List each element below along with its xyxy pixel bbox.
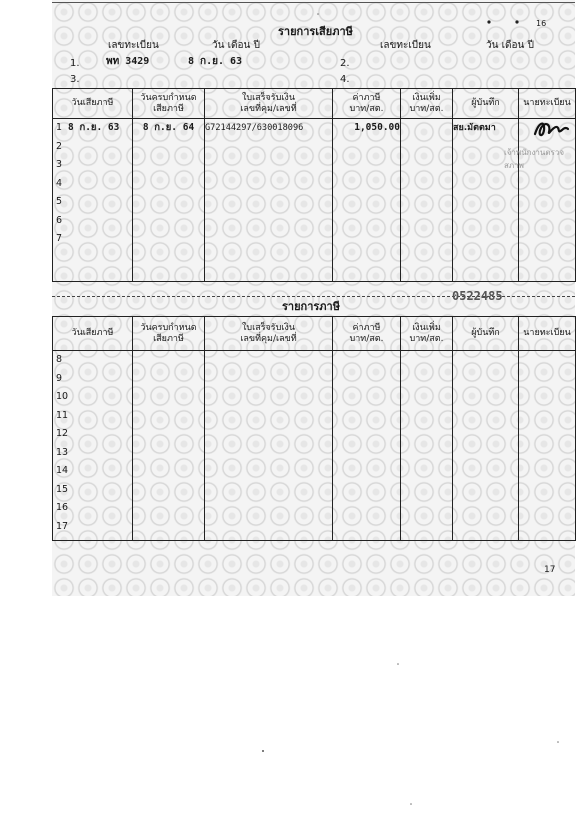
row-number: 4 — [56, 177, 63, 189]
th-recorder: ผู้บันทึก — [453, 89, 519, 119]
paid-date-cell: 8 ก.ย. 63 — [68, 122, 120, 133]
row-number: 16 — [56, 502, 69, 513]
th-due-date-2: วันครบกำหนด เสียภาษี — [133, 317, 205, 351]
th-tax-2: ค่าภาษี บาท/สต. — [333, 317, 401, 351]
table-row — [53, 370, 576, 389]
serial-number: 0522485 — [452, 289, 503, 303]
line-date-1: 8 ก.ย. 63 — [188, 56, 243, 67]
th-registrar-2: นายทะเบียน — [519, 317, 576, 351]
table-row — [53, 481, 576, 500]
th-recorder-2: ผู้บันทึก — [453, 317, 519, 351]
th-receipt: ใบเสร็จรับเงิน เลขที่คุม/เลขที่ — [205, 89, 333, 119]
row-number: 3 — [56, 159, 63, 170]
tax-table-2 — [52, 316, 576, 541]
th-extra-2: เงินเพิ่ม บาท/สต. — [401, 317, 453, 351]
due-date-cell: 8 ก.ย. 64 — [133, 119, 205, 138]
row-number: 8 — [56, 354, 63, 365]
reg-label-right: เลขทะเบียน — [380, 40, 431, 51]
table-row — [53, 388, 576, 407]
recorder-cell: สย.มัตตมา — [453, 119, 519, 138]
row-number: 7 — [56, 233, 63, 244]
reg-label-left: เลขทะเบียน — [108, 40, 159, 51]
row-number: 1 — [56, 122, 63, 133]
th-registrar: นายทะเบียน — [519, 89, 576, 119]
table-row — [53, 175, 576, 194]
line-no-3: 3. — [70, 74, 80, 85]
table-row — [53, 249, 576, 282]
table-row — [53, 444, 576, 463]
row-number: 13 — [56, 446, 69, 458]
table-row — [53, 462, 576, 481]
table-row — [53, 425, 576, 444]
th-due-date: วันครบกำหนด เสียภาษี — [133, 89, 205, 119]
line-reg-1: พท 3429 — [106, 56, 150, 67]
receipt-cell: G72144297/630018096 — [205, 119, 333, 138]
page-number-bottom: 17 — [544, 565, 556, 575]
date-label-left: วัน เดือน ปี — [212, 40, 260, 51]
table-row — [53, 407, 576, 426]
th-paid-date-2: วันเสียภาษี — [53, 317, 133, 351]
th-tax: ค่าภาษี บาท/สต. — [333, 89, 401, 119]
tax-record-sheet — [52, 0, 575, 596]
page-number-top: 16 — [536, 19, 547, 28]
row-number: 17 — [56, 520, 69, 532]
table-row — [53, 499, 576, 518]
sheet-top-edge — [52, 2, 575, 3]
line-no-1: 1. — [70, 58, 80, 69]
row-number: 2 — [56, 140, 63, 152]
th-extra: เงินเพิ่ม บาท/สต. — [401, 89, 453, 119]
tax-table-1 — [52, 88, 576, 282]
row-number: 11 — [56, 409, 69, 421]
th-paid-date: วันเสียภาษี — [53, 89, 133, 119]
section-title-2: รายการภาษี — [282, 300, 340, 313]
table-row — [53, 119, 576, 138]
officer-stamp: เจ้าพนักงานตรวจสภาพ — [504, 148, 565, 170]
row-number: 6 — [56, 214, 63, 226]
row-number: 12 — [56, 428, 69, 439]
tax-cell: 1,050.00 — [333, 119, 401, 138]
table-row — [53, 138, 576, 157]
row-number: 10 — [56, 391, 69, 402]
registrar-signature — [533, 118, 569, 140]
extra-cell — [401, 119, 453, 138]
line-no-2: 2. — [340, 58, 350, 69]
section-title: รายการเสียภาษี — [278, 25, 353, 38]
row-number: 9 — [56, 372, 63, 384]
row-number: 15 — [56, 483, 69, 495]
date-label-right: วัน เดือน ปี — [486, 40, 534, 51]
table-row — [53, 193, 576, 212]
line-no-4: 4. — [340, 74, 350, 85]
th-receipt-2: ใบเสร็จรับเงิน เลขที่คุม/เลขที่ — [205, 317, 333, 351]
row-number: 14 — [56, 465, 69, 476]
table-row — [53, 212, 576, 231]
table-row — [53, 518, 576, 541]
table-row — [53, 156, 576, 175]
table-row — [53, 230, 576, 249]
row-number: 5 — [56, 196, 63, 207]
table-row — [53, 351, 576, 370]
